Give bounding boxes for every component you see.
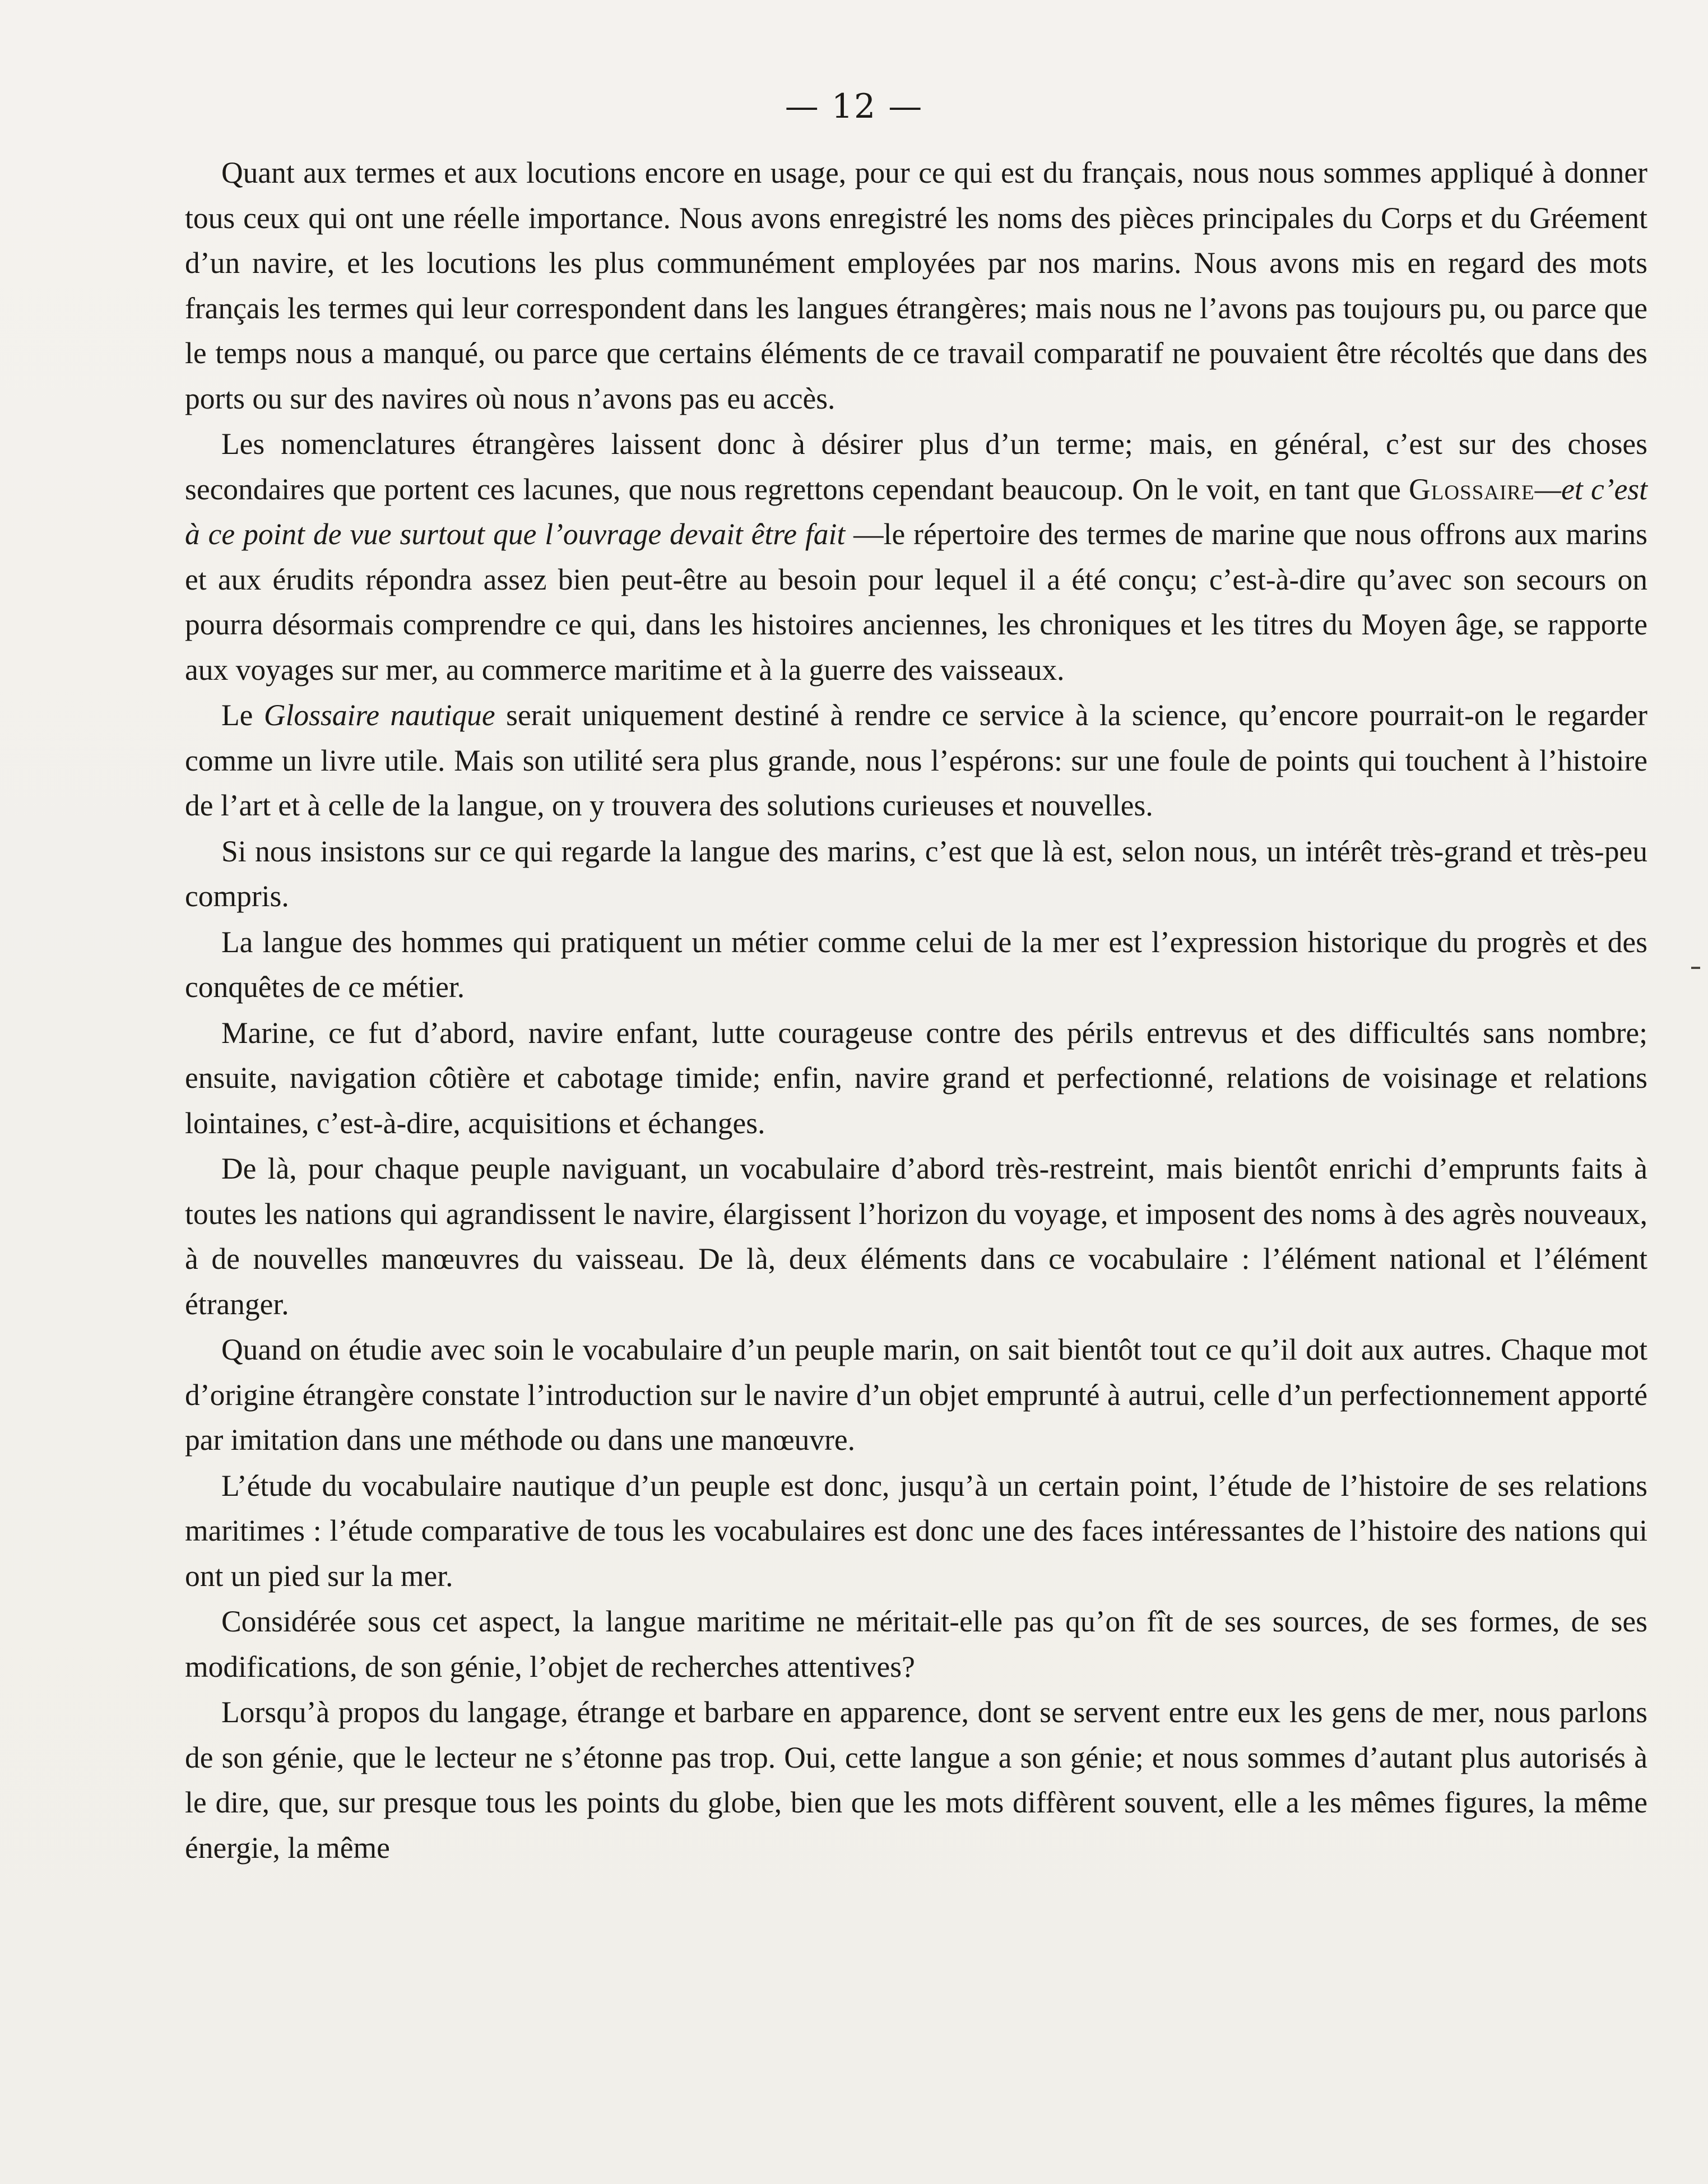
paragraph-1: Quant aux termes et aux locutions encore en usage, pour ce qui est du français, nous nous sommes appliqué à donner tous ceux qui ont une réelle importance. Nous avons enregistré les noms des pièces principales du Corps et du Gréement d’un navire, et les locutions les plus communément employées par nos marins. Nous avons mis en regard des mots français les termes qui leur correspondent dans les langues étrangères; mais nous ne l’avons pas toujours pu, ou parce que le temps nous a manqué, ou parce que certains éléments de ce travail comparatif ne pouvaient être récoltés que dans des ports ou sur des navires où nous n’avons pas eu accès. (185, 156, 1647, 415)
paragraph-6: Marine, ce fut d’abord, navire enfant, lutte courageuse contre des périls entrevus et des difficultés sans nombre; ensuite, navigation côtière et cabotage timide; enfin, navire grand et perfectionné, relations de voisinage et relations lointaines, c’est-à-dire, acquisitions et échanges. (185, 1016, 1647, 1140)
paragraph-9: L’étude du vocabulaire nautique d’un peuple est donc, jusqu’à un certain point, l’étude de l’histoire de ses relations maritimes : l’étude comparative de tous les vocabulaires est donc une des faces intéressantes de l’histoire des nations qui ont un pied sur la mer. (185, 1468, 1647, 1593)
italic-aside: —et c’est à ce point de vue surtout que l’ouvrage devait être fait (185, 472, 1647, 551)
paragraph-3-text-start: Le (221, 698, 264, 732)
paragraph-2 (185, 421, 1647, 692)
paragraph-2-text-start: Les nomenclatures étrangères laissent donc à désirer plus d’un terme; mais, en général, c’est sur des choses secondaires que portent ces lacunes, que nous regrettons cependant beaucoup. On le voit, en tant que (185, 427, 1647, 506)
margin-mark (1691, 967, 1700, 969)
paragraph-10: Considérée sous cet aspect, la langue maritime ne méritait-elle pas qu’on fît de ses sources, de ses formes, de ses modifications, de son génie, l’objet de recherches attentives? (185, 1605, 1647, 1684)
body-text (185, 150, 1647, 1871)
paragraph-2-text-end: —le répertoire des termes de marine que nous offrons aux marins et aux érudits répondra assez bien peut-être au besoin pour lequel il a été conçu; c’est-à-dire qu’avec son secours on pourra désormais comprendre ce qui, dans les histoires anciennes, les chroniques et les titres du Moyen âge, se rapporte aux voyages sur mer, au commerce maritime et à la guerre des vaisseaux. (185, 517, 1647, 687)
paragraph-8: Quand on étudie avec soin le vocabulaire d’un peuple marin, on sait bientôt tout ce qu’il doit aux autres. Chaque mot d’origine étrangère constate l’introduction sur le navire d’un objet emprunté à autrui, celle d’un perfectionnement apporté par imitation dans une méthode ou dans une manœuvre. (185, 1333, 1647, 1457)
paragraph-5: La langue des hommes qui pratiquent un métier comme celui de la mer est l’expression historique du progrès et des conquêtes de ce métier. (185, 925, 1647, 1004)
paragraph-4: Si nous insistons sur ce qui regarde la langue des marins, c’est que là est, selon nous, un intérêt très-grand et très-peu compris. (185, 834, 1647, 913)
paragraph-7: De là, pour chaque peuple naviguant, un vocabulaire d’abord très-restreint, mais bientôt enrichi d’emprunts faits à toutes les nations qui agrandissent le navire, élargissent l’horizon du voyage, et imposent des noms à des agrès nouveaux, à de nouvelles manœuvres du vaisseau. De là, deux éléments dans ce vocabulaire : l’élément national et l’élément étranger. (185, 1152, 1647, 1321)
glossaire-smallcaps: Glossaire (1409, 472, 1535, 506)
paragraph-3-text-end: serait uniquement destiné à rendre ce service à la science, qu’encore pourrait-on le regarder comme un livre utile. Mais son utilité sera plus grande, nous l’espérons: sur une foule de points qui touchent à l’histoire de l’art et à celle de la langue, on y trouvera des solutions curieuses et nouvelles. (185, 698, 1647, 822)
page-number: — 12 — (785, 87, 923, 126)
paragraph-3 (185, 693, 1647, 828)
paragraph-11: Lorsqu’à propos du langage, étrange et barbare en apparence, dont se servent entre eux les gens de mer, nous parlons de son génie, que le lecteur ne s’étonne pas trop. Oui, cette langue a son génie; et nous sommes d’autant plus autorisés à le dire, que, sur presque tous les points du globe, bien que les mots diffèrent souvent, elle a les mêmes figures, la même énergie, la même (185, 1695, 1647, 1865)
glossaire-nautique-title: Glossaire nautique (263, 698, 495, 732)
